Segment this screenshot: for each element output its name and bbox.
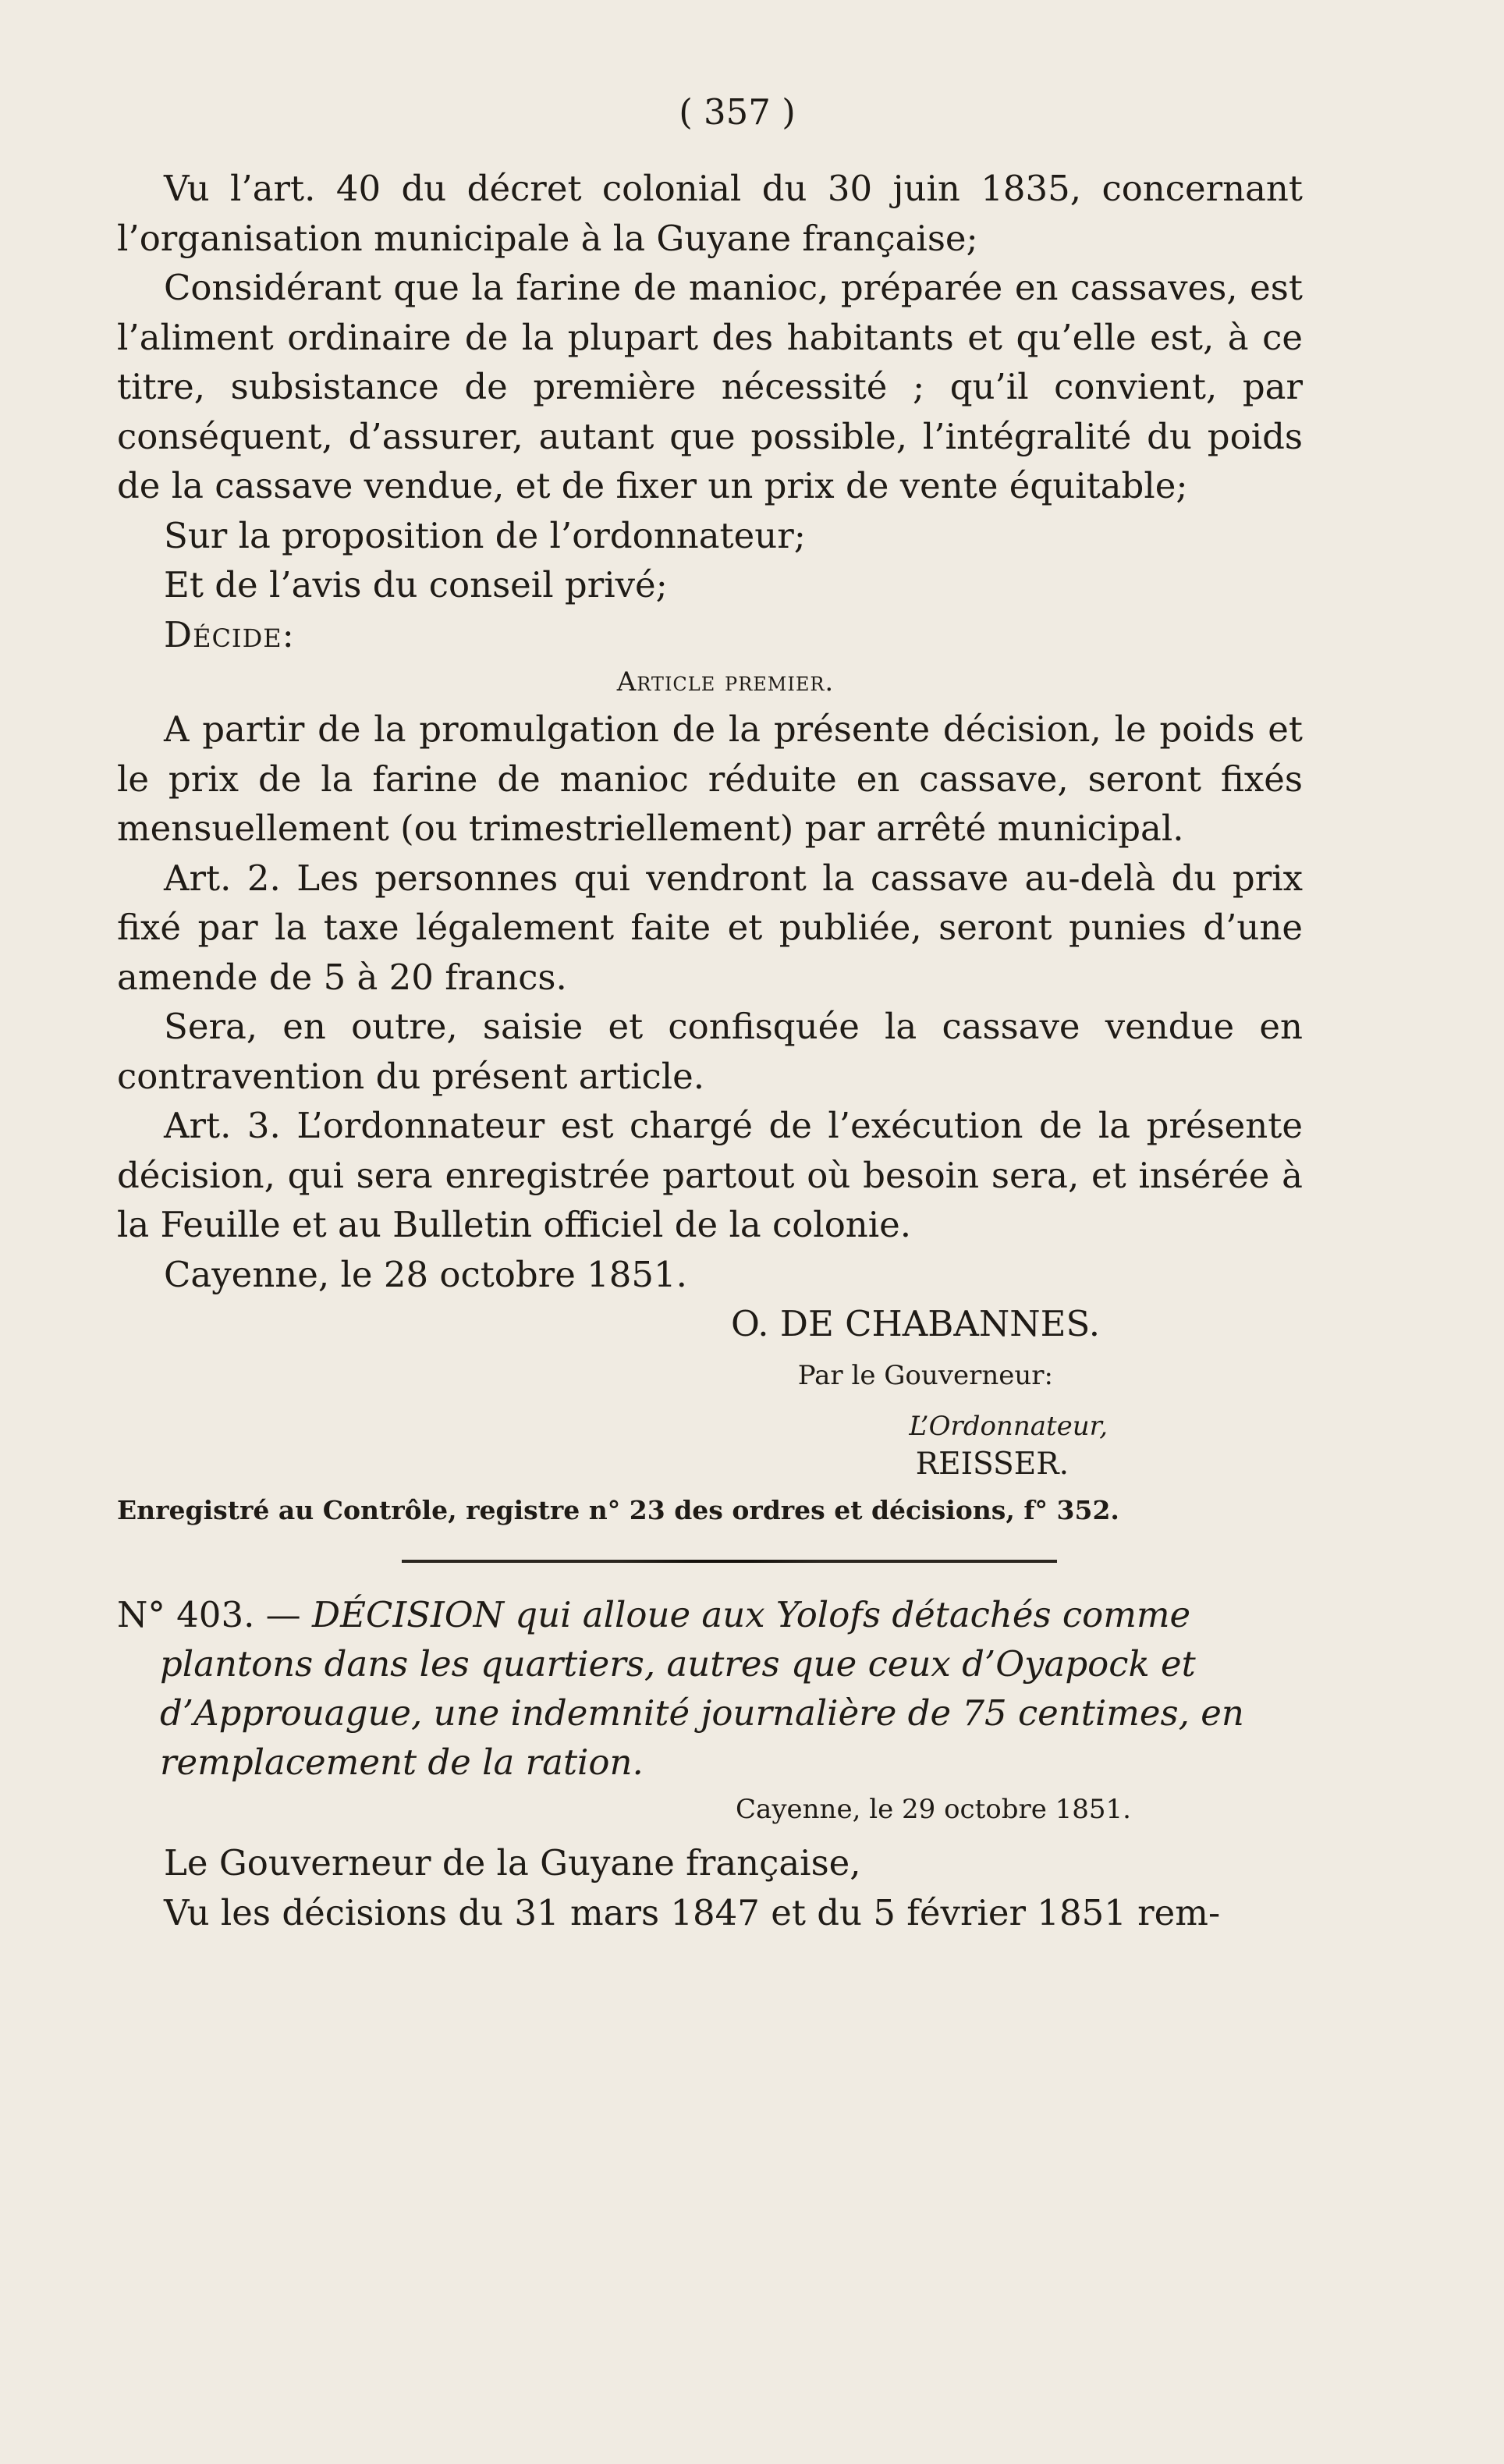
article-paragraph: Sera, en outre, saisie et confisquée la cassave vendue en contravention du présent article.: [117, 1006, 1303, 1097]
article-paragraph: Art. 2. Les personnes qui vendront la cassave au-delà du prix fixé par la taxe légalement faite et publiée, seront punies d’une amende de 5 à 20 francs.: [117, 857, 1303, 998]
decision-dateline: Cayenne, le 29 octobre 1851.: [736, 1794, 1131, 1825]
paragraph: Décide:: [164, 613, 295, 655]
paragraph: Considérant que la farine de manioc, préparée en cassaves, est l’aliment ordinaire de la plupart des habitants et qu’elle est, à ce titre, subsistance de première nécessité ; qu’il convient, par conséquent, d’assurer, autant que possible, l’intégralité du poids de la cassave vendue, et de fixer un prix de vente équitable;: [117, 267, 1303, 506]
decision-title: [117, 1590, 1303, 1787]
registration-note: Enregistré au Contrôle, registre n° 23 des ordres et décisions, f° 352.: [117, 1495, 1119, 1525]
paragraph: Et de l’avis du conseil privé;: [164, 564, 668, 605]
section-divider: [117, 1532, 1303, 1590]
article-paragraph: Cayenne, le 28 octobre 1851.: [164, 1253, 687, 1295]
page-number: ( 357 ): [679, 91, 796, 133]
ordonnateur-name: REISSER.: [915, 1447, 1069, 1482]
article-paragraph: Art. 3. L’ordonnateur est chargé de l’exécution de la présente décision, qui sera enregistrée partout où besoin sera, et insérée à la Feuille et au Bulletin officiel de la colonie.: [117, 1105, 1303, 1245]
paragraph: Sur la proposition de l’ordonnateur;: [164, 514, 806, 556]
decision-number: N° 403. —: [117, 1594, 301, 1635]
governor-signature: O. DE CHABANNES.: [731, 1303, 1100, 1344]
divider-line: [402, 1560, 1057, 1563]
ordonnateur-title: L’Ordonnateur,: [909, 1411, 1108, 1442]
paragraph: Vu l’art. 40 du décret colonial du 30 juin 1835, concernant l’organisation municipale à la Guyane française;: [117, 168, 1303, 259]
text-block: [117, 92, 1303, 1937]
decision-title-text: DÉCISION qui alloue aux Yolofs détachés comme plantons dans les quartiers, autres que ceux d’Oyapock et d’Approuague, une indemnité journalière de 75 centimes, en remplacement de la ration.: [160, 1594, 1244, 1783]
article-heading: Article premier.: [616, 666, 835, 698]
decision-line: Le Gouverneur de la Guyane française,: [164, 1842, 861, 1884]
decision-line: Vu les décisions du 31 mars 1847 et du 5 février 1851 rem-: [164, 1891, 1221, 1933]
article-paragraph: A partir de la promulgation de la présente décision, le poids et le prix de la farine de manioc réduite en cassave, seront fixés mensuellement (ou trimestriellement) par arrêté municipal.: [117, 708, 1303, 849]
by-governor: Par le Gouverneur:: [797, 1360, 1053, 1391]
